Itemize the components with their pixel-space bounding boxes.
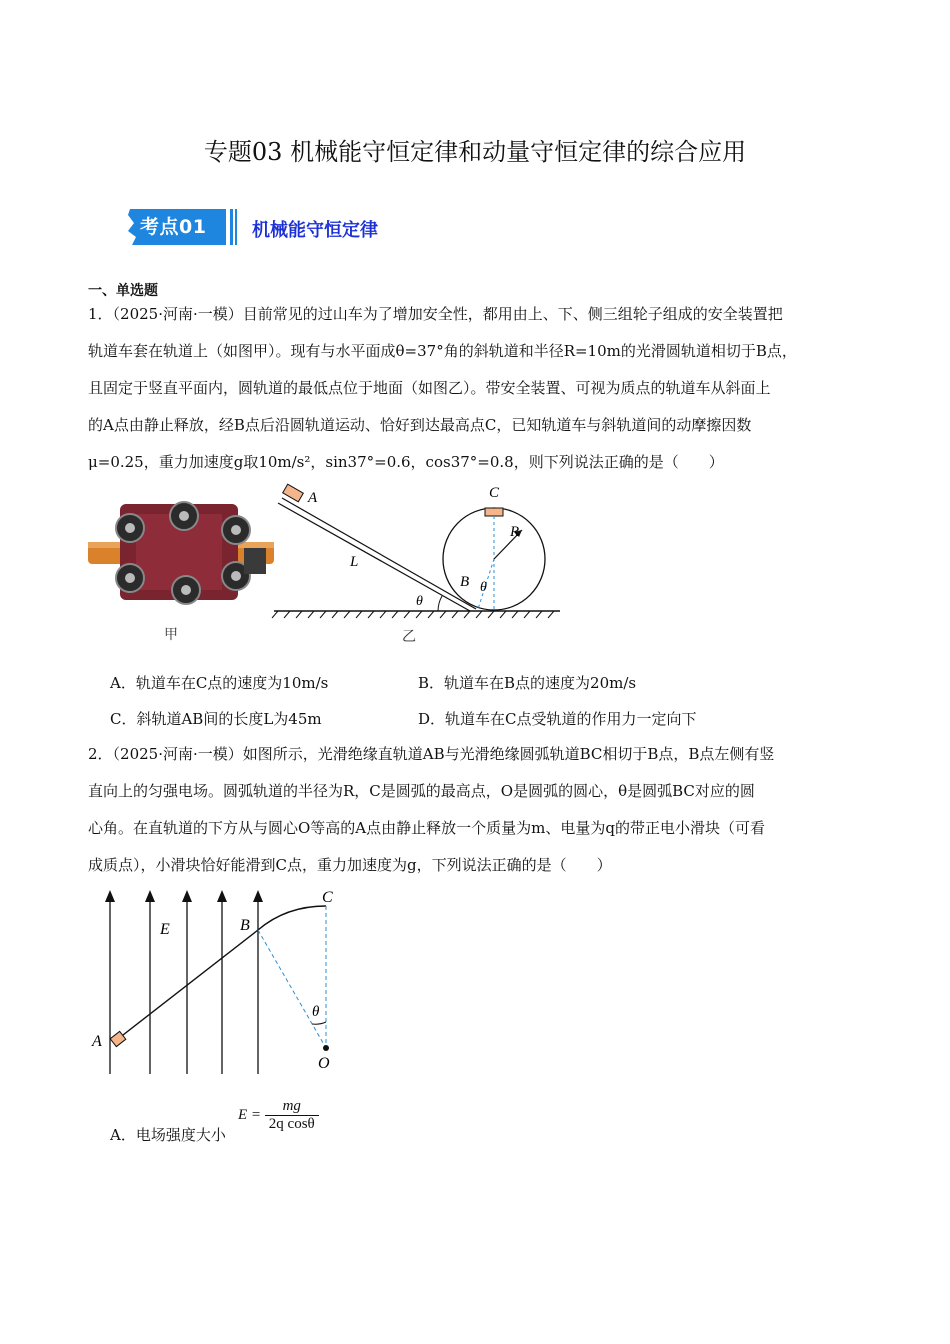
radius-OB	[258, 930, 326, 1048]
electric-field-track-diagram	[86, 884, 356, 1084]
label-B: B	[460, 574, 470, 590]
roller-coaster-wheel-photo	[86, 492, 276, 612]
label-B: B	[240, 917, 250, 934]
badge-label: 考点01	[140, 216, 207, 238]
label-A: A	[92, 1033, 102, 1050]
question-2-line: 心角。在直轨道的下方从与圆心O等高的A点由静止释放一个质量为m、电量为q的带正电小滑块（可看	[88, 819, 765, 837]
document-title: 专题03 机械能守恒定律和动量守恒定律的综合应用	[203, 138, 747, 166]
figure-yi-caption: 乙	[402, 629, 416, 645]
question-1-option-a[interactable]: A．轨道车在C点的速度为10m/s	[110, 674, 329, 692]
question-1-line: 的A点由静止释放，经B点后沿圆轨道运动、恰好到达最高点C，已知轨道车与斜轨道间的动摩擦因数	[88, 416, 752, 434]
field-lines	[110, 896, 258, 1074]
label-theta: θ	[312, 1004, 320, 1020]
question-1-line: 1．（2025·河南·一模）目前常见的过山车为了增加安全性，都用由上、下、侧三组轮子组成的安全装置把	[88, 305, 783, 323]
question-1-option-b[interactable]: B．轨道车在B点的速度为20m/s	[418, 674, 637, 692]
question-1-option-d[interactable]: D．轨道车在C点受轨道的作用力一定向下	[418, 710, 697, 728]
label-C: C	[489, 485, 500, 501]
question-2-option-a-text: A．电场强度大小	[110, 1126, 226, 1144]
question-1-option-c[interactable]: C．斜轨道AB间的长度L为45m	[110, 710, 322, 728]
label-L: L	[350, 554, 359, 570]
section-title: 机械能守恒定律	[252, 220, 378, 241]
incline-track-upper	[282, 498, 476, 609]
formula-lhs: E =	[238, 1107, 262, 1123]
question-2-line: 直向上的匀强电场。圆弧轨道的半径为R，C是圆弧的最高点，O是圆弧的圆心，θ是圆弧BC对应的圆	[88, 782, 755, 800]
formula-denominator: 2q cosθ	[268, 1116, 315, 1132]
straight-track-AB	[114, 930, 258, 1042]
question-type-heading: 一、单选题	[88, 283, 158, 299]
formula-fraction	[265, 1098, 319, 1133]
formula-numerator: mg	[265, 1098, 319, 1116]
incline-track-lower	[278, 503, 470, 611]
question-2-line: 成质点），小滑块恰好能滑到C点，重力加速度为g，下列说法正确的是（ ）	[88, 856, 612, 874]
label-theta-incline: θ	[416, 594, 423, 609]
question-2-text	[88, 736, 868, 884]
figure-jia-caption: 甲	[164, 627, 178, 643]
label-E: E	[160, 921, 170, 938]
question-2-option-a-formula	[238, 1098, 319, 1133]
label-theta-center: θ	[480, 580, 487, 595]
question-1-line: μ=0.25，重力加速度g取10m/s²，sin37°=0.6，cos37°=0.8，则下列说法正确的是（ ）	[88, 453, 724, 471]
cart-block-at-C	[485, 508, 503, 516]
question-1-line: 轨道车套在轨道上（如图甲）。现有与水平面成θ=37°角的斜轨道和半径R=10m的光滑圆轨道相切于B点，	[88, 342, 797, 360]
label-O: O	[318, 1055, 330, 1072]
label-C: C	[322, 889, 333, 906]
question-1-text	[88, 296, 868, 481]
arc-track-BC	[258, 906, 326, 930]
question-1-line: 且固定于竖直平面内，圆轨道的最低点位于地面（如图乙）。带安全装置、可视为质点的轨道车从斜面上	[88, 379, 771, 397]
question-2-option-a[interactable]	[110, 1124, 226, 1145]
slider-block-at-A	[110, 1031, 126, 1046]
ground-hatching	[272, 611, 554, 618]
incline-loop-diagram	[270, 478, 570, 628]
cart-block-at-A	[283, 484, 304, 502]
question-2-line: 2．（2025·河南·一模）如图所示，光滑绝缘直轨道AB与光滑绝缘圆弧轨道BC相切于B点，B点左侧有竖	[88, 745, 775, 763]
label-A: A	[308, 490, 318, 506]
center-O	[323, 1045, 329, 1051]
label-R: R	[510, 524, 520, 540]
